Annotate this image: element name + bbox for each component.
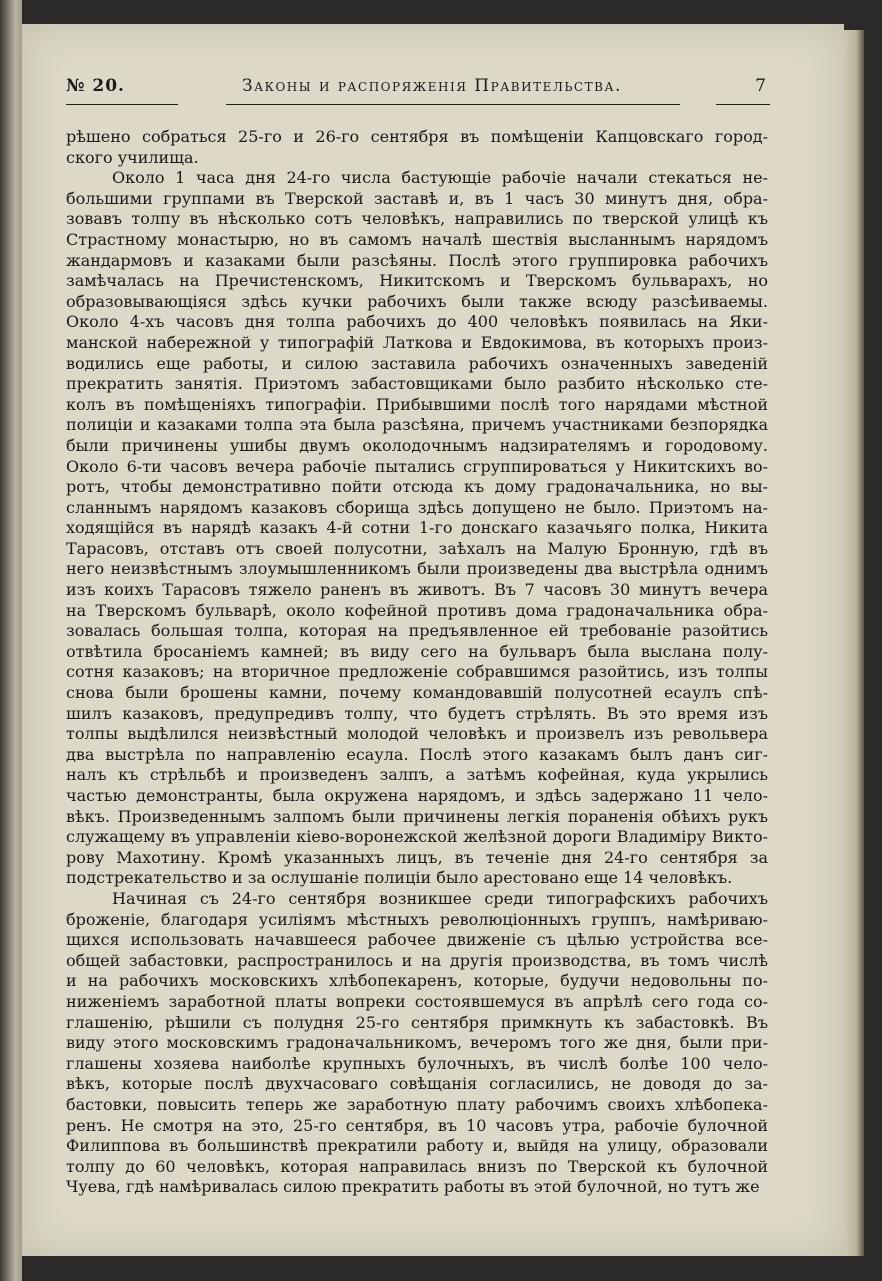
- text-line: вѣкъ, которые послѣ двухчасоваго совѣщанія согласились, не доводя до за-: [66, 1074, 768, 1094]
- text-line: бастовки, повысить теперь же заработную плату рабочимъ своихъ хлѣбопека-: [66, 1094, 768, 1114]
- text-line: Тарасовъ, отставъ отъ своей полусотни, заѣхалъ на Малую Бронную, гдѣ въ: [66, 538, 768, 558]
- text-line: зовавъ толпу въ нѣсколько сотъ человѣкъ, направились по тверской улицѣ къ: [66, 209, 768, 229]
- text-line: налъ къ стрѣльбѣ и произведенъ залпъ, а затѣмъ кофейная, куда укрылись: [66, 765, 768, 785]
- text-line: вѣкъ. Произведеннымъ залпомъ были причинены легкія пораненія обѣихъ рукъ: [66, 806, 768, 826]
- text-line: Филиппова въ большинствѣ прекратили работу и, выйдя на улицу, образовали: [66, 1136, 768, 1156]
- text-line: образовывающіяся здѣсь кучки рабочихъ были также всюду разсѣиваемы.: [66, 291, 768, 311]
- text-line: ренъ. Не смотря на это, 25-го сентября, въ 10 часовъ утра, рабочіе булочной: [66, 1115, 768, 1135]
- page-number: 7: [755, 76, 766, 96]
- text-line: и на рабочихъ московскихъ хлѣбопекаренъ, которые, будучи недовольны по-: [66, 971, 768, 991]
- paragraph: [66, 168, 768, 889]
- text-line: частью демонстранты, была окружена нарядомъ, и здѣсь задержано 11 чело-: [66, 786, 768, 805]
- text-line: него неизвѣстнымъ злоумышленникомъ были произведены два выстрѣла однимъ: [66, 559, 768, 579]
- text-line: зовалась большая толпа, которая на предъявленное ей требованіе разойтись: [66, 621, 768, 641]
- text-line: два выстрѣла по направленію есаула. Послѣ этого казакамъ былъ данъ сиг-: [66, 744, 768, 764]
- text-line: Чуева, гдѣ намѣривалась силою прекратить работы въ этой булочной, но тутъ же: [66, 1177, 760, 1197]
- text-line: колъ въ помѣщеніяхъ типографіи. Прибывшими послѣ того нарядами мѣстной: [66, 394, 768, 414]
- text-line: Около 1 часа дня 24-го числа бастующіе рабочіе начали стекаться не-: [112, 168, 768, 188]
- text-line: полиціи и казаками толпа эта была разсѣяна, причемъ участниками безпорядка: [66, 415, 768, 435]
- text-line: изъ коихъ Тарасовъ тяжело раненъ въ животъ. Въ 7 часовъ 30 минутъ вечера: [66, 580, 768, 600]
- text-line: подстрекательство и за ослушаніе полиціи было арестовано еще 14 человѣкъ.: [66, 868, 733, 888]
- running-title: Законы и распоряженія Правительства.: [242, 76, 622, 96]
- text-line: рѣшено собраться 25-го и 26-го сентября въ помѣщеніи Капцовскаго город-: [66, 127, 768, 146]
- left-page-edge: [0, 0, 22, 1281]
- text-line: замѣчалась на Пречистенскомъ, Никитскомъ и Тверскомъ бульварахъ, но: [66, 271, 768, 291]
- text-line: толпу до 60 человѣкъ, которая направилась внизъ по Тверской къ булочной: [66, 1156, 768, 1176]
- text-line: виду этого московскимъ градоначальникомъ, вечеромъ того же дня, были при-: [66, 1033, 768, 1053]
- text-line: рову Махотину. Кромѣ указанныхъ лицъ, въ теченіе дня 24-го сентября за: [66, 847, 768, 867]
- text-line: служащему въ управленіи кіево-воронежской желѣзной дороги Владиміру Викто-: [66, 827, 768, 847]
- text-line: глашенію, рѣшили съ полудня 25-го сентября примкнуть къ забастовкѣ. Въ: [66, 1012, 768, 1032]
- page-header: [66, 76, 770, 102]
- text-line: Страстному монастырю, но въ самомъ началѣ шествія высланнымъ нарядомъ: [66, 229, 768, 249]
- header-rule-right: [716, 104, 770, 105]
- right-page-edge: [844, 30, 864, 1256]
- text-line: жандармовъ и казаками были разсѣяны. Послѣ этого группировка рабочихъ: [66, 250, 768, 270]
- body-text: [66, 127, 768, 1198]
- paragraph: [66, 889, 768, 1198]
- text-line: манской набережной у типографій Латкова и Евдокимова, въ которыхъ произ-: [66, 332, 768, 352]
- text-line: толпы выдѣлился неизвѣстный молодой человѣкъ и произвелъ изъ револьвера: [66, 724, 768, 744]
- text-line: на Тверскомъ бульварѣ, около кофейной противъ дома градоначальника обра-: [66, 600, 768, 620]
- text-line: сотня казаковъ; на вторичное предложеніе собравшимся разойтись, изъ толпы: [66, 662, 768, 682]
- paragraph: [66, 127, 768, 168]
- text-line: ниженіемъ заработной платы вопреки состоявшемуся въ апрѣлѣ сего года со-: [66, 991, 768, 1011]
- text-line: ходящійся въ нарядѣ казакъ 4-й сотни 1-го донскаго казачьяго полка, Никита: [66, 518, 768, 538]
- text-line: большими группами въ Тверской заставѣ и, въ 1 часъ 30 минутъ дня, обра-: [66, 188, 768, 208]
- text-line: шилъ казаковъ, предупредивъ толпу, что будетъ стрѣлять. Въ это время изъ: [66, 703, 768, 723]
- text-line: броженіе, благодаря усиліямъ мѣстныхъ революціонныхъ группъ, намѣриваю-: [66, 909, 768, 929]
- text-line: ского училища.: [66, 147, 199, 167]
- issue-number: № 20.: [66, 76, 125, 96]
- text-line: глашены хозяева наиболѣе крупныхъ булочныхъ, въ числѣ болѣе 100 чело-: [66, 1053, 768, 1073]
- text-line: снова были брошены камни, почему командовавшій полусотней есаулъ спѣ-: [66, 683, 768, 703]
- text-line: Около 6-ти часовъ вечера рабочіе пытались сгруппироваться у Никитскихъ во-: [66, 456, 768, 476]
- text-line: отвѣтила бросаніемъ камней; въ виду сего на бульваръ была выслана полу-: [66, 641, 768, 661]
- text-line: ротъ, чтобы демонстративно пойти отсюда къ дому градоначальника, но вы-: [66, 477, 768, 497]
- header-rule-middle: [226, 104, 680, 105]
- text-line: прекратить занятія. Приэтомъ забастовщиками было разбито нѣсколько сте-: [66, 374, 768, 394]
- text-line: щихся использовать начавшееся рабочее движеніе съ цѣлью устройства все-: [66, 930, 768, 950]
- text-line: общей забастовки, распространилось и на другія производства, въ томъ числѣ: [66, 950, 768, 970]
- text-line: были причинены ушибы двумъ околодочнымъ надзирателямъ и городовому.: [66, 435, 768, 455]
- text-line: водились еще работы, и силою заставила рабочихъ означенныхъ заведеній: [66, 353, 768, 373]
- text-line: сланнымъ нарядомъ казаковъ сборища здѣсь допущено не было. Приэтомъ на-: [66, 497, 768, 517]
- text-line: Начиная съ 24-го сентября возникшее среди типографскихъ рабочихъ: [112, 888, 768, 908]
- text-line: Около 4-хъ часовъ дня толпа рабочихъ до 400 человѣкъ появилась на Яки-: [66, 312, 768, 332]
- header-rule-left: [66, 104, 178, 105]
